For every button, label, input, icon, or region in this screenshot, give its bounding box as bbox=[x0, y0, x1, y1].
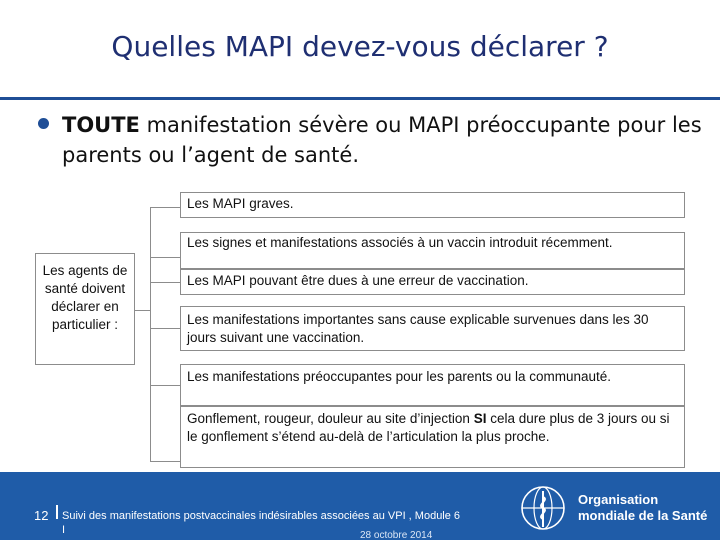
connector-5 bbox=[150, 385, 180, 386]
bullet-dot-icon bbox=[38, 118, 49, 129]
title-divider bbox=[0, 97, 720, 100]
who-emblem-icon bbox=[520, 485, 566, 531]
item-box-4: Les manifestations importantes sans cause explicable survenues dans les 30 jours suivant une vaccination. bbox=[180, 306, 685, 351]
left-box: Les agents de santé doivent déclarer en particulier : bbox=[35, 253, 135, 365]
bullet-rest-text: manifestation sévère ou MAPI préoccupante pour les parents ou l’agent de santé. bbox=[62, 113, 702, 167]
item-box-3: Les MAPI pouvant être dues à une erreur de vaccination. bbox=[180, 269, 685, 295]
item-box-5: Les manifestations préoccupantes pour les parents ou la communauté. bbox=[180, 364, 685, 406]
org-name bbox=[578, 492, 707, 524]
connector-4 bbox=[150, 328, 180, 329]
connector-6 bbox=[150, 461, 180, 462]
emphasis-si: SI bbox=[473, 411, 487, 426]
connector-trunk bbox=[150, 207, 151, 462]
bullet-bold-text: TOUTE bbox=[62, 113, 140, 137]
footer-separator bbox=[56, 505, 58, 519]
footer-date: 28 octobre 2014 bbox=[360, 530, 433, 541]
item-box-6 bbox=[180, 406, 685, 468]
item-box-1: Les MAPI graves. bbox=[180, 192, 685, 218]
connector-3 bbox=[150, 282, 180, 283]
connector-2 bbox=[150, 257, 180, 258]
item-box-6-text: Gonflement, rougeur, douleur au site d’injection SI cela dure plus de 3 jours ou si le gonflement s’étend au-delà de l’articulation la plus proche. bbox=[187, 411, 670, 444]
bullet-point bbox=[62, 110, 702, 170]
org-name-line1: Organisation bbox=[578, 492, 659, 507]
page-title: Quelles MAPI devez-vous déclarer ? bbox=[111, 30, 609, 63]
item-box-2: Les signes et manifestations associés à un vaccin introduit récemment. bbox=[180, 232, 685, 269]
org-name-line2: mondiale de la Santé bbox=[578, 508, 708, 523]
page-number: 12 bbox=[34, 508, 49, 523]
connector-1 bbox=[150, 207, 180, 208]
footer-text: Suivi des manifestations postvaccinales indésirables associées au VPI , Module 6 I bbox=[62, 510, 461, 536]
connector-left bbox=[135, 310, 151, 311]
